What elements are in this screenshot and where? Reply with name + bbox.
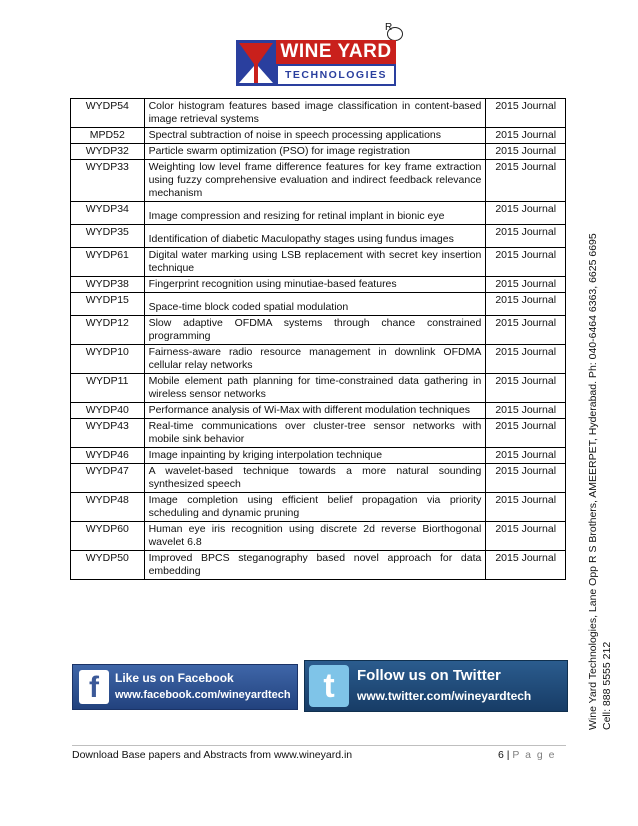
twitter-banner-url[interactable]: www.twitter.com/wineyardtech <box>357 689 532 703</box>
paper-title: Real-time communications over cluster-tree sensor networks with mobile sink behavior <box>144 419 486 448</box>
table-row <box>71 99 566 128</box>
paper-title: Color histogram features based image classification in content-based image retrieval systems <box>144 99 486 128</box>
paper-title: Fairness-aware radio resource management in downlink OFDMA cellular relay networks <box>144 345 486 374</box>
table-row <box>71 419 566 448</box>
paper-year-type: 2015 Journal <box>486 160 566 202</box>
paper-year-type: 2015 Journal <box>486 551 566 580</box>
page-label: P a g e <box>512 749 557 761</box>
paper-year-type: 2015 Journal <box>486 225 566 248</box>
paper-year-type: 2015 Journal <box>486 248 566 277</box>
contact-sidebar <box>586 180 626 730</box>
paper-id: WYDP48 <box>71 493 145 522</box>
table-row <box>71 277 566 293</box>
twitter-icon: t <box>309 665 349 707</box>
facebook-icon: f <box>79 670 109 704</box>
paper-year-type: 2015 Journal <box>486 403 566 419</box>
table-row <box>71 248 566 277</box>
paper-title: Performance analysis of Wi-Max with different modulation techniques <box>144 403 486 419</box>
table-row <box>71 551 566 580</box>
paper-year-type: 2015 Journal <box>486 493 566 522</box>
paper-title: Image inpainting by kriging interpolation technique <box>144 448 486 464</box>
footer-page-indicator <box>498 749 556 761</box>
paper-id: WYDP10 <box>71 345 145 374</box>
paper-title: Improved BPCS steganography based novel approach for data embedding <box>144 551 486 580</box>
paper-year-type: 2015 Journal <box>486 277 566 293</box>
table-row <box>71 225 566 248</box>
paper-id: WYDP40 <box>71 403 145 419</box>
table-row <box>71 144 566 160</box>
table-row <box>71 403 566 419</box>
paper-title: Human eye iris recognition using discrete 2d reverse Biorthogonal wavelet 6.8 <box>144 522 486 551</box>
twitter-banner-title: Follow us on Twitter <box>357 667 501 684</box>
facebook-banner-title: Like us on Facebook <box>115 671 234 685</box>
paper-id: WYDP33 <box>71 160 145 202</box>
table-row <box>71 522 566 551</box>
paper-id: WYDP15 <box>71 293 145 316</box>
table-row <box>71 374 566 403</box>
paper-year-type: 2015 Journal <box>486 464 566 493</box>
page-separator: | <box>506 749 510 761</box>
paper-year-type: 2015 Journal <box>486 522 566 551</box>
paper-year-type: 2015 Journal <box>486 374 566 403</box>
twitter-banner[interactable] <box>304 660 568 712</box>
contact-cell: Cell: 888 5555 212 <box>601 641 613 730</box>
table-row <box>71 160 566 202</box>
paper-title: Weighting low level frame difference features for key frame extraction using fuzzy comprehensive evaluation and indirect feedback relevance mechanism <box>144 160 486 202</box>
paper-id: WYDP46 <box>71 448 145 464</box>
logo-wordmark <box>276 40 396 86</box>
paper-id: WYDP60 <box>71 522 145 551</box>
paper-year-type: 2015 Journal <box>486 316 566 345</box>
paper-title: Space-time block coded spatial modulation <box>144 293 486 316</box>
table-row <box>71 202 566 225</box>
paper-title: Slow adaptive OFDMA systems through chance constrained programming <box>144 316 486 345</box>
paper-title: Spectral subtraction of noise in speech processing applications <box>144 128 486 144</box>
logo-title: WINE YARD <box>276 40 396 64</box>
table-row <box>71 128 566 144</box>
paper-year-type: 2015 Journal <box>486 293 566 316</box>
paper-year-type: 2015 Journal <box>486 144 566 160</box>
paper-id: WYDP32 <box>71 144 145 160</box>
logo-emblem-icon <box>236 40 276 86</box>
paper-id: WYDP35 <box>71 225 145 248</box>
paper-year-type: 2015 Journal <box>486 99 566 128</box>
paper-year-type: 2015 Journal <box>486 345 566 374</box>
paper-id: WYDP43 <box>71 419 145 448</box>
paper-id: WYDP47 <box>71 464 145 493</box>
paper-id: WYDP11 <box>71 374 145 403</box>
paper-title: Digital water marking using LSB replacement with secret key insertion technique <box>144 248 486 277</box>
table-row <box>71 493 566 522</box>
paper-title: Identification of diabetic Maculopathy stages using fundus images <box>144 225 486 248</box>
facebook-banner[interactable] <box>72 664 298 710</box>
paper-year-type: 2015 Journal <box>486 202 566 225</box>
paper-id: WYDP50 <box>71 551 145 580</box>
paper-year-type: 2015 Journal <box>486 448 566 464</box>
paper-year-type: 2015 Journal <box>486 419 566 448</box>
paper-id: WYDP34 <box>71 202 145 225</box>
facebook-banner-url[interactable]: www.facebook.com/wineyardtech <box>115 689 291 701</box>
table-row <box>71 345 566 374</box>
paper-title: Particle swarm optimization (PSO) for image registration <box>144 144 486 160</box>
paper-title: A wavelet-based technique towards a more natural sounding synthesized speech <box>144 464 486 493</box>
table-row <box>71 448 566 464</box>
footer-divider <box>72 745 566 746</box>
registered-circle-icon <box>387 27 403 41</box>
logo-subtitle: TECHNOLOGIES <box>276 64 396 86</box>
table-row <box>71 293 566 316</box>
paper-id: WYDP54 <box>71 99 145 128</box>
table-row <box>71 464 566 493</box>
company-logo <box>236 40 396 86</box>
page-number: 6 <box>498 749 504 761</box>
paper-id: WYDP12 <box>71 316 145 345</box>
table-row <box>71 316 566 345</box>
paper-id: WYDP38 <box>71 277 145 293</box>
footer-download-note: Download Base papers and Abstracts from www.wineyard.in <box>72 749 353 761</box>
contact-address: Wine Yard Technologies, Lane Opp R S Brothers, AMEERPET, Hyderabad. Ph: 040-6464 6363, 6625 6695 <box>587 233 599 730</box>
registered-mark: R <box>385 22 393 33</box>
paper-title: Mobile element path planning for time-constrained data gathering in wireless sensor networks <box>144 374 486 403</box>
paper-title: Image compression and resizing for retinal implant in bionic eye <box>144 202 486 225</box>
papers-table <box>70 98 566 580</box>
paper-title: Image completion using efficient belief propagation via priority scheduling and dynamic pruning <box>144 493 486 522</box>
paper-id: MPD52 <box>71 128 145 144</box>
paper-year-type: 2015 Journal <box>486 128 566 144</box>
paper-title: Fingerprint recognition using minutiae-based features <box>144 277 486 293</box>
papers-table-body <box>71 99 566 580</box>
paper-id: WYDP61 <box>71 248 145 277</box>
